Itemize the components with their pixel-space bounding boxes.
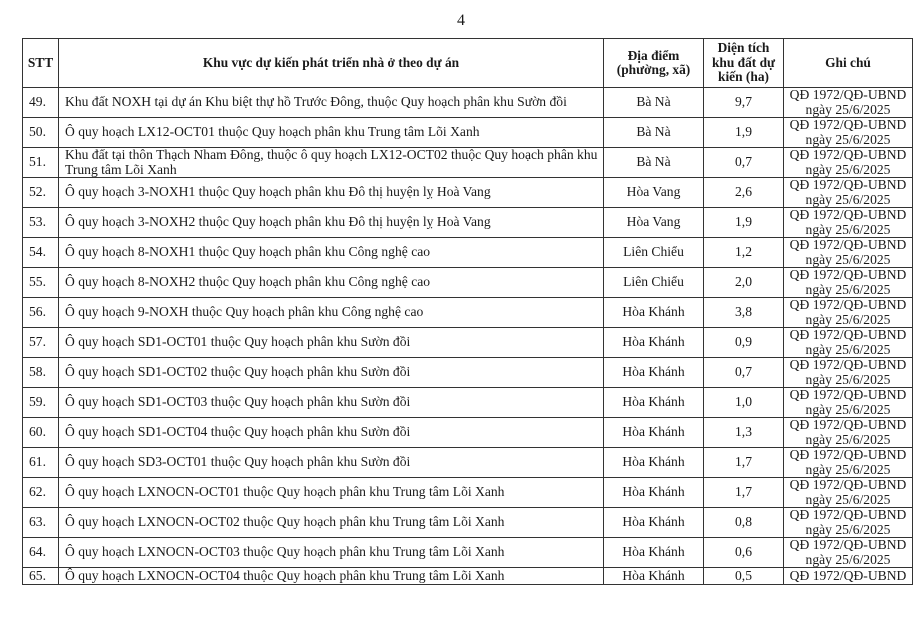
- row-stt: 61.: [23, 448, 59, 478]
- row-note-date: ngày 25/6/2025: [805, 521, 891, 537]
- row-note-date: ngày 25/6/2025: [805, 551, 891, 567]
- row-area-name: Ô quy hoạch LXNOCN-OCT04 thuộc Quy hoạch phân khu Trung tâm Lõi Xanh: [59, 568, 604, 585]
- row-size: 1,3: [704, 418, 784, 448]
- row-size: 1,7: [704, 478, 784, 508]
- table-row: [23, 208, 913, 238]
- row-size: 1,9: [704, 208, 784, 238]
- table-row: [23, 328, 913, 358]
- row-note-date: ngày 25/6/2025: [805, 491, 891, 507]
- table-row: [23, 298, 913, 328]
- row-note-date: ngày 25/6/2025: [805, 431, 891, 447]
- row-note-decision: QĐ 1972/QĐ-UBND: [789, 387, 907, 402]
- table-row: [23, 358, 913, 388]
- row-size: 3,8: [704, 298, 784, 328]
- row-note-date: ngày 25/6/2025: [805, 281, 891, 297]
- row-size: 9,7: [704, 88, 784, 118]
- table-row: [23, 148, 913, 178]
- row-note: [784, 568, 913, 585]
- row-note-decision: QĐ 1972/QĐ-UBND: [789, 267, 907, 282]
- row-note: [784, 328, 913, 358]
- row-location: Hòa Khánh: [604, 568, 704, 585]
- row-size: 1,2: [704, 238, 784, 268]
- row-note: [784, 298, 913, 328]
- row-note-decision: QĐ 1972/QĐ-UBND: [789, 447, 907, 462]
- table-row: [23, 448, 913, 478]
- table-row: [23, 478, 913, 508]
- row-size: 0,6: [704, 538, 784, 568]
- row-note-decision: QĐ 1972/QĐ-UBND: [789, 207, 907, 222]
- row-note-date: ngày 25/6/2025: [805, 191, 891, 207]
- row-note-date: ngày 25/6/2025: [805, 251, 891, 267]
- row-area-name: Ô quy hoạch 3-NOXH2 thuộc Quy hoạch phân khu Đô thị huyện lỵ Hoà Vang: [59, 208, 604, 238]
- row-stt: 65.: [23, 568, 59, 585]
- row-note: [784, 478, 913, 508]
- table-row: [23, 508, 913, 538]
- row-area-name: Ô quy hoạch 8-NOXH1 thuộc Quy hoạch phân khu Công nghệ cao: [59, 238, 604, 268]
- row-area-name: Ô quy hoạch 3-NOXH1 thuộc Quy hoạch phân khu Đô thị huyện lỵ Hoà Vang: [59, 178, 604, 208]
- row-area-name: Ô quy hoạch LXNOCN-OCT01 thuộc Quy hoạch phân khu Trung tâm Lõi Xanh: [59, 478, 604, 508]
- row-stt: 58.: [23, 358, 59, 388]
- row-note: [784, 358, 913, 388]
- header-stt: STT: [23, 39, 59, 88]
- row-note-date: ngày 25/6/2025: [805, 461, 891, 477]
- row-note: [784, 148, 913, 178]
- table-body: [23, 88, 913, 585]
- row-area-name: Khu đất NOXH tại dự án Khu biệt thự hồ Trước Đông, thuộc Quy hoạch phân khu Sườn đồi: [59, 88, 604, 118]
- row-note-decision: QĐ 1972/QĐ-UBND: [789, 327, 907, 342]
- row-stt: 56.: [23, 298, 59, 328]
- row-area-name: Ô quy hoạch SD1-OCT03 thuộc Quy hoạch phân khu Sườn đồi: [59, 388, 604, 418]
- table-row: [23, 118, 913, 148]
- row-stt: 51.: [23, 148, 59, 178]
- row-location: Hòa Khánh: [604, 388, 704, 418]
- row-location: Hòa Khánh: [604, 538, 704, 568]
- table-row: [23, 88, 913, 118]
- table-row: [23, 538, 913, 568]
- row-note-date: ngày 25/6/2025: [805, 161, 891, 177]
- row-location: Hòa Khánh: [604, 298, 704, 328]
- row-note-decision: QĐ 1972/QĐ-UBND: [789, 417, 907, 432]
- row-size: 0,7: [704, 358, 784, 388]
- row-location: Hòa Vang: [604, 178, 704, 208]
- row-note: [784, 238, 913, 268]
- row-location: Hòa Khánh: [604, 328, 704, 358]
- row-area-name: Ô quy hoạch LXNOCN-OCT02 thuộc Quy hoạch phân khu Trung tâm Lõi Xanh: [59, 508, 604, 538]
- row-note: [784, 418, 913, 448]
- row-note-decision: QĐ 1972/QĐ-UBND: [789, 537, 907, 552]
- row-stt: 50.: [23, 118, 59, 148]
- row-stt: 62.: [23, 478, 59, 508]
- row-stt: 60.: [23, 418, 59, 448]
- table-header-row: [23, 39, 913, 88]
- housing-area-table: [22, 38, 913, 585]
- row-location: Hòa Vang: [604, 208, 704, 238]
- row-area-name: Ô quy hoạch 8-NOXH2 thuộc Quy hoạch phân khu Công nghệ cao: [59, 268, 604, 298]
- row-note: [784, 388, 913, 418]
- row-area-name: Ô quy hoạch LX12-OCT01 thuộc Quy hoạch phân khu Trung tâm Lõi Xanh: [59, 118, 604, 148]
- row-stt: 63.: [23, 508, 59, 538]
- page-number: 4: [457, 12, 465, 29]
- row-note: [784, 448, 913, 478]
- table-row: [23, 238, 913, 268]
- row-location: Hòa Khánh: [604, 418, 704, 448]
- row-location: Hòa Khánh: [604, 358, 704, 388]
- row-size: 2,0: [704, 268, 784, 298]
- row-area-name: Ô quy hoạch LXNOCN-OCT03 thuộc Quy hoạch phân khu Trung tâm Lõi Xanh: [59, 538, 604, 568]
- row-note-decision: QĐ 1972/QĐ-UBND: [789, 477, 907, 492]
- row-area-name: Ô quy hoạch SD3-OCT01 thuộc Quy hoạch phân khu Sườn đồi: [59, 448, 604, 478]
- header-location: Địa điểm (phường, xã): [604, 39, 704, 88]
- row-note-decision: QĐ 1972/QĐ-UBND: [789, 567, 907, 583]
- row-note-decision: QĐ 1972/QĐ-UBND: [789, 87, 907, 102]
- row-area-name: Khu đất tại thôn Thạch Nham Đông, thuộc ô quy hoạch LX12-OCT02 thuộc Quy hoạch phân khu Trung tâm Lõi Xanh: [59, 148, 604, 178]
- row-area-name: Ô quy hoạch SD1-OCT04 thuộc Quy hoạch phân khu Sườn đồi: [59, 418, 604, 448]
- row-note: [784, 178, 913, 208]
- header-area: Khu vực dự kiến phát triển nhà ở theo dự án: [59, 39, 604, 88]
- row-note-decision: QĐ 1972/QĐ-UBND: [789, 507, 907, 522]
- row-note-date: ngày 25/6/2025: [805, 401, 891, 417]
- row-stt: 52.: [23, 178, 59, 208]
- table-row: [23, 268, 913, 298]
- row-note: [784, 538, 913, 568]
- row-note-decision: QĐ 1972/QĐ-UBND: [789, 177, 907, 192]
- row-location: Hòa Khánh: [604, 478, 704, 508]
- row-note-date: ngày 25/6/2025: [805, 101, 891, 117]
- row-location: Liên Chiểu: [604, 238, 704, 268]
- row-note: [784, 208, 913, 238]
- row-location: Bà Nà: [604, 118, 704, 148]
- row-stt: 53.: [23, 208, 59, 238]
- row-location: Bà Nà: [604, 88, 704, 118]
- row-note: [784, 118, 913, 148]
- row-note-date: ngày 25/6/2025: [805, 311, 891, 327]
- row-note-date: ngày 25/6/2025: [805, 371, 891, 387]
- row-note-decision: QĐ 1972/QĐ-UBND: [789, 237, 907, 252]
- table-row: [23, 178, 913, 208]
- row-size: 1,7: [704, 448, 784, 478]
- row-area-name: Ô quy hoạch SD1-OCT01 thuộc Quy hoạch phân khu Sườn đồi: [59, 328, 604, 358]
- row-size: 1,9: [704, 118, 784, 148]
- row-stt: 59.: [23, 388, 59, 418]
- row-stt: 64.: [23, 538, 59, 568]
- row-note-date: ngày 25/6/2025: [805, 221, 891, 237]
- row-location: Bà Nà: [604, 148, 704, 178]
- row-stt: 57.: [23, 328, 59, 358]
- row-stt: 54.: [23, 238, 59, 268]
- row-area-name: Ô quy hoạch SD1-OCT02 thuộc Quy hoạch phân khu Sườn đồi: [59, 358, 604, 388]
- row-size: 2,6: [704, 178, 784, 208]
- row-stt: 55.: [23, 268, 59, 298]
- row-size: 0,5: [704, 568, 784, 585]
- row-size: 0,9: [704, 328, 784, 358]
- row-location: Hòa Khánh: [604, 448, 704, 478]
- row-note-decision: QĐ 1972/QĐ-UBND: [789, 357, 907, 372]
- row-size: 0,8: [704, 508, 784, 538]
- table-row: [23, 568, 913, 585]
- row-note-decision: QĐ 1972/QĐ-UBND: [789, 117, 907, 132]
- row-note: [784, 88, 913, 118]
- header-note: Ghi chú: [784, 39, 913, 88]
- row-size: 1,0: [704, 388, 784, 418]
- row-location: Hòa Khánh: [604, 508, 704, 538]
- row-note-date: ngày 25/6/2025: [805, 131, 891, 147]
- row-stt: 49.: [23, 88, 59, 118]
- table-row: [23, 418, 913, 448]
- table-row: [23, 388, 913, 418]
- row-note: [784, 268, 913, 298]
- row-note: [784, 508, 913, 538]
- row-note-decision: QĐ 1972/QĐ-UBND: [789, 297, 907, 312]
- header-size: Diện tích khu đất dự kiến (ha): [704, 39, 784, 88]
- row-area-name: Ô quy hoạch 9-NOXH thuộc Quy hoạch phân khu Công nghệ cao: [59, 298, 604, 328]
- row-size: 0,7: [704, 148, 784, 178]
- row-note-decision: QĐ 1972/QĐ-UBND: [789, 147, 907, 162]
- row-note-date: ngày 25/6/2025: [805, 341, 891, 357]
- row-location: Liên Chiểu: [604, 268, 704, 298]
